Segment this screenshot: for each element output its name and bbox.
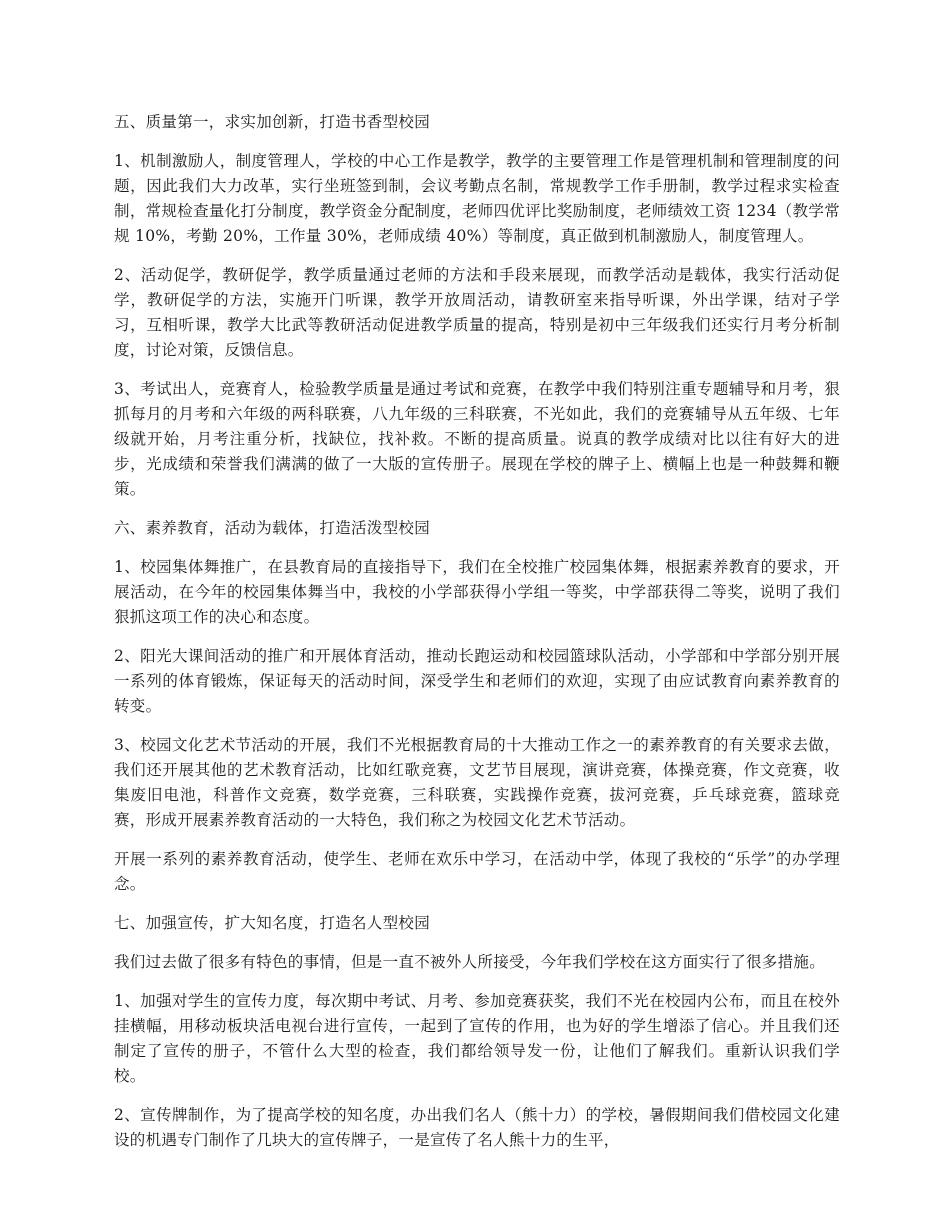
paragraph-6-summary: 开展一系列的素养教育活动，使学生、老师在欢乐中学习，在活动中学，体现了我校的“乐学”的办学理念。 <box>114 850 840 893</box>
paragraph-6-1: 1、校园集体舞推广，在县教育局的直接指导下，我们在全校推广校园集体舞，根据素养教育的要求，开展活动，在今年的校园集体舞当中，我校的小学部获得小学组一等奖，中学部获得二等奖，说明了我们狠抓这项工作的决心和态度。 <box>114 558 840 626</box>
paragraph-7-2: 2、宣传牌制作，为了提高学校的知名度，办出我们名人（熊十力）的学校，暑假期间我们借校园文化建设的机遇专门制作了几块大的宣传牌子，一是宣传了名人熊十力的生平， <box>114 1106 840 1149</box>
document-body <box>114 110 840 1167</box>
paragraph-6-3: 3、校园文化艺术节活动的开展，我们不光根据教育局的十大推动工作之一的素养教育的有关要求去做，我们还开展其他的艺术教育活动，比如红歌竞赛，文艺节目展现，演讲竞赛，体操竞赛，作文竞赛，收集废旧电池，科普作文竞赛，数学竞赛，三科联赛，实践操作竞赛，拔河竞赛，乒乓球竞赛，篮球竞赛，形成开展素养教育活动的一大特色，我们称之为校园文化艺术节活动。 <box>114 736 840 829</box>
section-heading-7: 七、加强宣传，扩大知名度，打造名人型校园 <box>114 914 431 932</box>
paragraph-5-1: 1、机制激励人，制度管理人，学校的中心工作是教学，教学的主要管理工作是管理机制和管理制度的问题，因此我们大力改革，实行坐班签到制，会议考勤点名制，常规教学工作手册制，教学过程求实检查制，常规检查量化打分制度，教学资金分配制度，老师四优评比奖励制度，老师绩效工资 1234（教学常规 10%，考勤 20%，工作量 30%，老师成绩 40%）等制度，真正做到机制激励人，制度管理人。 <box>114 152 840 245</box>
paragraph-5-2: 2、活动促学，教研促学，教学质量通过老师的方法和手段来展现，而教学活动是载体，我实行活动促学，教研促学的方法，实施开门听课，教学开放周活动，请教研室来指导听课，外出学课，结对子学习，互相听课，教学大比武等教研活动促进教学质量的提高，特别是初中三年级我们还实行月考分析制度，讨论对策，反馈信息。 <box>114 266 840 359</box>
section-heading-5: 五、质量第一，求实加创新，打造书香型校园 <box>114 113 431 131</box>
paragraph-7-1: 1、加强对学生的宣传力度，每次期中考试、月考、参加竞赛获奖，我们不光在校园内公布，而且在校外挂横幅，用移动板块活电视台进行宣传，一起到了宣传的作用，也为好的学生增添了信心。并且我们还制定了宣传的册子，不管什么大型的检查，我们都给领导发一份，让他们了解我们。重新认识我们学校。 <box>114 992 840 1085</box>
paragraph-7-intro: 我们过去做了很多有特色的事情，但是一直不被外人所接受，今年我们学校在这方面实行了很多措施。 <box>114 953 826 971</box>
paragraph-5-3: 3、考试出人，竞赛育人，检验教学质量是通过考试和竞赛，在教学中我们特别注重专题辅导和月考，狠抓每月的月考和六年级的两科联赛，八九年级的三科联赛，不光如此，我们的竞赛辅导从五年级、七年级就开始，月考注重分析，找缺位，找补救。不断的提高质量。说真的教学成绩对比以往有好大的进步，光成绩和荣誉我们满满的做了一大版的宣传册子。展现在学校的牌子上、横幅上也是一种鼓舞和鞭策。 <box>114 380 840 498</box>
paragraph-6-2: 2、阳光大课间活动的推广和开展体育活动，推动长跑运动和校园篮球队活动，小学部和中学部分别开展一系列的体育锻炼，保证每天的活动时间，深受学生和老师们的欢迎，实现了由应试教育向素养教育的转变。 <box>114 647 840 715</box>
section-heading-6: 六、素养教育，活动为载体，打造活泼型校园 <box>114 519 431 537</box>
